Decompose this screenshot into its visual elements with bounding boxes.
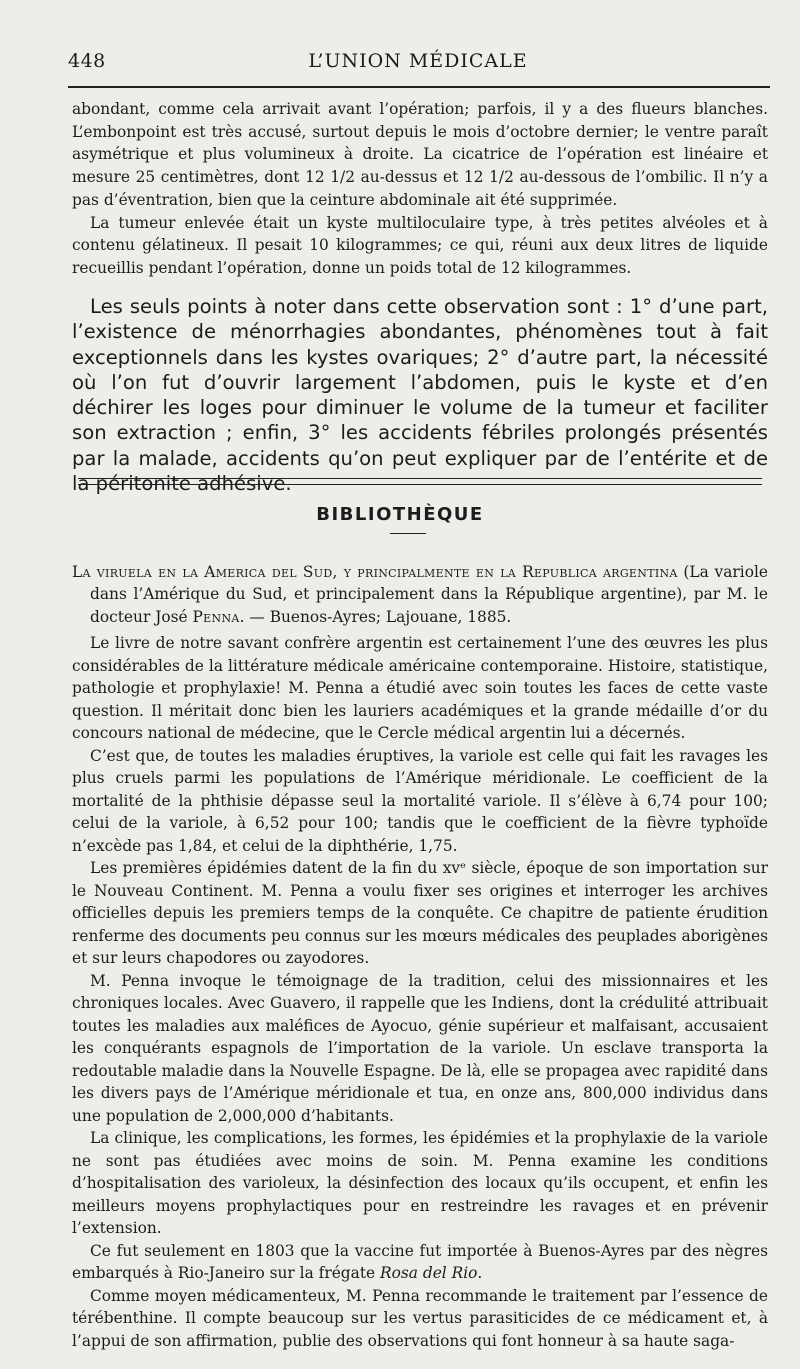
intro-text [72,98,768,280]
section-divider [78,478,762,485]
review-paragraph-4: M. Penna invoque le témoignage de la tradition, celui des missionnaires et les chroniques locales. Avec Guavero, il rappelle que les Indiens, dont la crédulité attribuait toutes les maladies aux maléfices de Ayocuo, génie supérieur et malfaisant, accusaient les conquérants espagnols de l’importation de la variole. Un esclave transporta la redoutable maladie dans la Nouvelle Espagne. De là, elle se propagea avec rapidité dans les divers pays de l’Amérique méridionale et tua, en onze ans, 800,000 individus dans une population de 2,000,000 d’habitants. [72,971,768,1125]
entry-title: La viruela en la America del Sud, y principalmente en la Republica argentina [72,563,678,581]
page-header [68,50,768,76]
vaccine-text-after: . [477,1264,483,1282]
review-paragraph-3: Les premières épidémies datent de la fin du xvᵉ siècle, époque de son importation sur le Nouveau Continent. M. Penna a voulu fixer ses origines et interroger les archives officielles depuis les premiers temps de la conquête. Ce chapitre de patiente érudition renferme des documents peu connus sur les mœurs médicales des peuplades aborigènes et sur leurs chapodores ou zayodores. [72,859,768,967]
review-paragraph-1: Le livre de notre savant confrère argentin est certainement l’une des œuvres les plus considérables de la littérature médicale américaine contemporaine. Histoire, statistique, pathologie et prophylaxie! M. Penna a étudié avec soin toutes les faces de cette vaste question. Il méritait donc bien les lauriers académiques et la grande médaille d’or du concours national de médecine, que le Cercle médical argentin lui a décernés. [72,634,768,742]
vaccine-text-before: Ce fut seulement en 1803 que la vaccine fut importée à Buenos-Ayres par des nègres embarqués à Rio-Janeiro sur la frégate [72,1241,768,1282]
running-title: L’UNION MÉDICALE [308,50,528,72]
intro-paragraph-2: La tumeur enlevée était un kyste multiloculaire type, à très petites alvéoles et à contenu gélatineux. Il pesait 10 kilogrammes; ce qui, réuni aux deux litres de liquide recueillis pendant l’opération, donne un poids total de 12 kilogrammes. [72,213,768,277]
review-paragraph-2: C’est que, de toutes les maladies éruptives, la variole est celle qui fait les ravages les plus cruels parmi les populations de l’Amérique méridionale. Le coefficient de la mortalité de la phthisie dépasse seul la mortalité variole. Il s’élève à 6,74 pour 100; celui de la variole, à 6,52 pour 100; tandis que le coefficient de la fièvre typhoïde n’excède pas 1,84, et celui de la diphthérie, 1,75. [72,746,768,855]
bibliography-entry [72,561,768,628]
section-title: BIBLIOTHÈQUE [316,504,484,525]
review-paragraph-7: Comme moyen médicamenteux, M. Penna recommande le traitement par l’essence de térébenthine. Il compte beaucoup sur les vertus parasiticides de ce médicament et, à l’appui de son affirmation, publie des observations qui font honneur à sa haute saga- [72,1286,768,1350]
entry-heading [72,561,768,628]
header-rule [68,86,770,88]
ship-name: Rosa del Rio [380,1264,478,1282]
intro-paragraph-1: abondant, comme cela arrivait avant l’opération; parfois, il y a des flueurs blanches. L’embonpoint est très accusé, surtout depuis le mois d’octobre dernier; le ventre paraît asymétrique et plus volumineux à droite. La cicatrice de l’opération est linéaire et mesure 25 centimètres, dont 12 1/2 au-dessus et 12 1/2 au-dessous de l’ombilic. Il n’y a pas d’éventration, bien que la ceinture abdominale ait été supprimée. [72,100,768,209]
entry-author: Penna [192,607,240,626]
entry-title-translation: (La variole dans l’Amérique du Sud, et principalement dans la République argentine), par M. le docteur José [90,563,768,626]
review-paragraph-5: La clinique, les complications, les formes, les épidémies et la prophylaxie de la variole ne sont pas étudiées avec moins de soin. M. Penna examine les conditions d’hospitalisation des varioleux, la désinfection des locaux qu’ils occupent, et enfin les meilleurs moyens prophylactiques pour en restreindre les ravages et en prévenir l’extension. [72,1129,768,1237]
review-paragraph-6 [72,1240,768,1285]
entry-publisher: . — Buenos-Ayres; Lajouane, 1885. [239,607,512,626]
page-number: 448 [68,50,106,72]
conclusion-text [72,294,768,496]
section-title-underline [390,533,426,534]
conclusion-paragraph: Les seuls points à noter dans cette observation sont : 1° d’une part, l’existence de ménorrhagies abondantes, phénomènes tout à fait exceptionnels dans les kystes ovariques; 2° d’autre part, la nécessité où l’on fut d’ouvrir largement l’abdomen, puis le kyste et d’en déchirer les loges pour diminuer le volume de la tumeur et faciliter son extraction ; enfin, 3° les accidents fébriles prolongés présentés par la malade, accidents qu’on peut expliquer par de l’entérite et de la péritonite adhésive. [72,295,768,496]
review-text [72,632,768,1352]
